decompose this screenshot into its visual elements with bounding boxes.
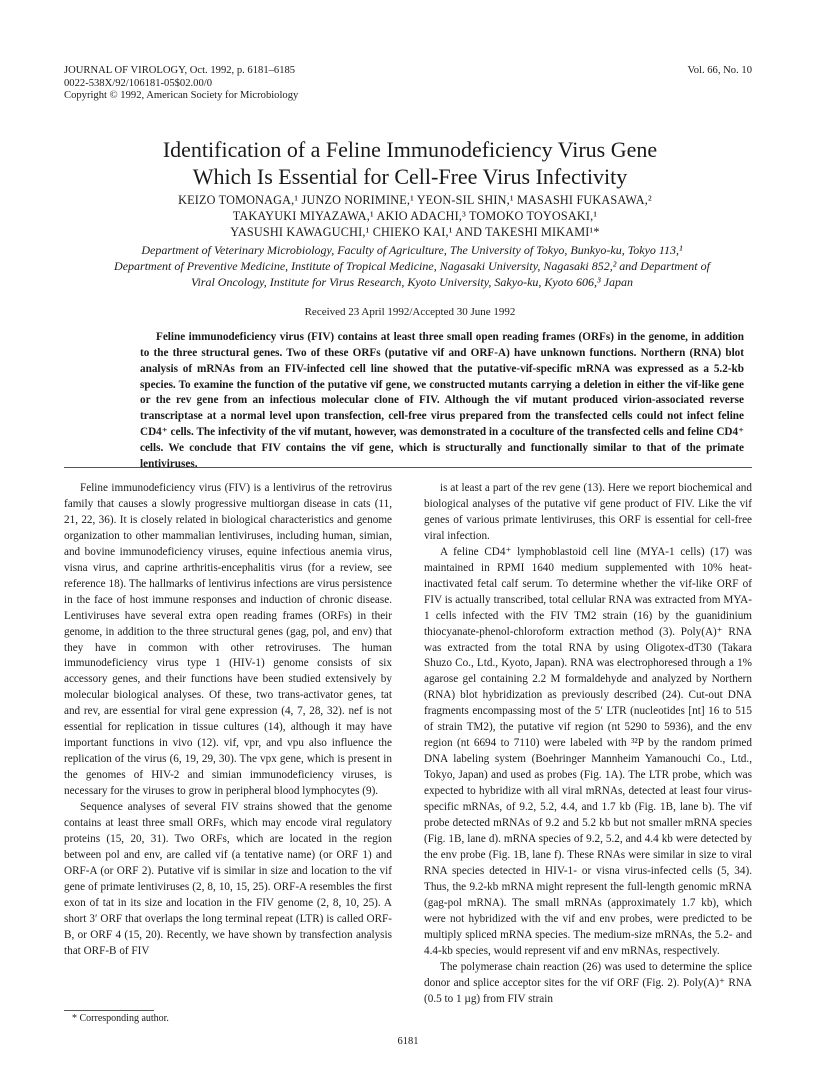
copyright-line: Copyright © 1992, American Society for Microbiology [64,90,299,101]
author-list [110,192,720,240]
abstract-text: Feline immunodeficiency virus (FIV) contains at least three small open reading frames (ORFs) in the genome, in addition to the three structural genes. Two of these ORFs (putative vif and ORF-A) have unknown functions. Northern (RNA) blot analysis of mRNAs from an FIV-infected cell line showed that the putative-vif-specific mRNA was expressed as a 5.2-kb species. To examine the function of the putative vif gene, we constructed mutants carrying a deletion in either the vif-like gene or the rev gene from an infectious molecular clone of FIV. Although the vif mutant produced virion-associated reverse transcriptase at a normal level upon transfection, cell-free virus prepared from the transfected cells could not infect feline CD4⁺ cells. The infectivity of the vif mutant, however, was demonstrated in a coculture of the transfected cells and feline CD4⁺ cells. We conclude that FIV contains the vif gene, which is structurally and functionally similar to that of the primate lentiviruses. [140,331,744,470]
paragraph: is at least a part of the rev gene (13). Here we report biochemical and biological analyses of the putative vif gene product of FIV. Like the vif genes of various primate lentiviruses, this ORF is essential for cell-free viral infection. [424,482,752,542]
journal-citation: JOURNAL OF VIROLOGY, Oct. 1992, p. 6181–6185 [64,65,296,76]
paragraph: Sequence analyses of several FIV strains showed that the genome contains at least three small ORFs, which may encode viral regulatory proteins (15, 20, 31). Two ORFs, which are located in the region between pol and env, are called vif (a tentative name) (or ORF 1) and ORF-A (or ORF 2). Putative vif is similar in size and location to the vif gene of primate lentiviruses (2, 8, 10, 15, 25). ORF-A resembles the first exon of tat in its size and location in the FIV genome (2, 8, 10, 25). A short 3′ ORF that overlaps the long terminal repeat (LTR) is called ORF-B, or ORF 4 (15, 20). Recently, we have shown by transfection analysis that ORF-B of FIV [64,801,392,957]
footnote-divider [64,1010,154,1011]
affiliations: Department of Veterinary Microbiology, Faculty of Agriculture, The University of Tokyo, Bunkyo-ku, Tokyo 113,¹ Department of Preventive Medicine, Institute of Tropical Medicine, Nagasaki University, Nagasaki 852,² and Department of Viral Oncology, Institute for Virus Research, Kyoto University, Sakyo-ku, Kyoto 606,³ Japan [114,243,710,289]
received-dates: Received 23 April 1992/Accepted 30 June 1992 [304,306,516,318]
section-divider [64,467,752,468]
paragraph: The polymerase chain reaction (26) was used to determine the splice donor and splice acceptor sites for the vif ORF (Fig. 2). Poly(A)⁺ RNA (0.5 to 1 µg) from FIV strain [424,960,752,1005]
body-column-right [424,481,752,1007]
paragraph: Feline immunodeficiency virus (FIV) is a lentivirus of the retrovirus family that causes a slowly progressive multiorgan disease in cats (11, 21, 22, 36). It is closely related in biological characteristics and genome organization to other mammalian lentiviruses, including human, simian, and bovine immunodeficiency viruses, equine infectious anemia virus, visna virus, and caprine arthritis-encephalitis virus (for a review, see reference 18). The hallmarks of lentivirus infections are virus persistence in the face of host immune responses and induction of chronic disease. Lentiviruses have several extra open reading frames (ORFs) in their genome, in addition to the three structural genes (gag, pol, and env) that they have in common with other retroviruses. The human immunodeficiency virus type 1 (HIV-1) genome consists of six accessory genes, and their functions have been studied extensively by molecular biological analyses. Of these, two trans-activator genes, tat and rev, are essential for viral gene expression (4, 7, 28, 32). nef is not essential for replication in tissue cultures (14), although it may have important functions in vivo (12). vif, vpr, and vpu also influence the replication of the virus (6, 19, 29, 30). The vpx gene, which is present in the genomes of HIV-2 and simian immunodeficiency viruses, is necessary for the viruses to grow in peripheral blood lymphocytes (9). [64,482,392,798]
authors-line-2: TAKAYUKI MIYAZAWA,¹ AKIO ADACHI,³ TOMOKO TOYOSAKI,¹ [232,209,598,223]
issn-line: 0022-538X/92/106181-05$02.00/0 [64,77,213,89]
title-line-2: Which Is Essential for Cell-Free Virus Infectivity [192,164,628,189]
authors-line-1: KEIZO TOMONAGA,¹ JUNZO NORIMINE,¹ YEON-SIL SHIN,¹ MASASHI FUKASAWA,² [178,193,652,207]
authors-line-3: YASUSHI KAWAGUCHI,¹ CHIEKO KAI,¹ AND TAKESHI MIKAMI¹* [230,225,600,239]
body-column-left [64,481,392,960]
volume-issue: Vol. 66, No. 10 [687,65,752,76]
page-number: 6181 [397,1036,419,1047]
paragraph: A feline CD4⁺ lymphoblastoid cell line (MYA-1 cells) (17) was maintained in RPMI 1640 medium supplemented with 10% heat-inactivated fetal calf serum. To determine whether the vif-like ORF of FIV is actually transcribed, total cellular RNA was extracted from MYA-1 cells infected with the FIV TM2 strain (16) by the guanidinium thiocyanate-phenol-chloroform extraction method (3). Poly(A)⁺ RNA was extracted from the total RNA by using Oligotex-dT30 (Takara Shuzo Co., Ltd., Kyoto, Japan). RNA was electrophoresed through a 1% agarose gel containing 2.2 M formaldehyde and analyzed by Northern (RNA) blot hybridization as previously described (24). Cut-out DNA fragments encompassing most of the 5′ LTR (nucleotides [nt] 16 to 515 of strain TM2), the putative vif region (nt 5290 to 5936), and the env region (nt 6694 to 7110) were labeled with ³²P by the random primed DNA labeling system (Boehringer Mannheim Yamanouchi Co., Ltd., Tokyo, Japan) and used as probes (Fig. 1A). The LTR probe, which was expected to hybridize with all viral mRNAs, detected at least four virus-specific mRNAs, of 9.2, 5.2, 4.4, and 1.7 kb (Fig. 1B, lane b). The vif probe detected mRNAs of 9.2 and 5.2 kb but not smaller mRNA species (Fig. 1B, lane d). mRNA species of 9.2, 5.2, and 4.4 kb were detected by the env probe (Fig. 1B, lane f). These RNAs were similar in size to viral RNA species detected in HIV-1- or visna virus-infected cells (5, 34). Thus, the 9.2-kb mRNA might represent the full-length genomic mRNA (gag-pol mRNA). The small mRNAs (approximately 1.7 kb), which were not hybridized with the vif and env probes, were predicted to be multiply spliced mRNA species. The medium-size mRNAs, the 5.2- and 4.4-kb species, would represent vif and env mRNAs, respectively. [424,545,752,957]
abstract [140,330,744,473]
article-title [80,136,740,190]
footnote: * Corresponding author. [72,1013,169,1024]
title-line-1: Identification of a Feline Immunodeficiency Virus Gene [162,137,658,162]
